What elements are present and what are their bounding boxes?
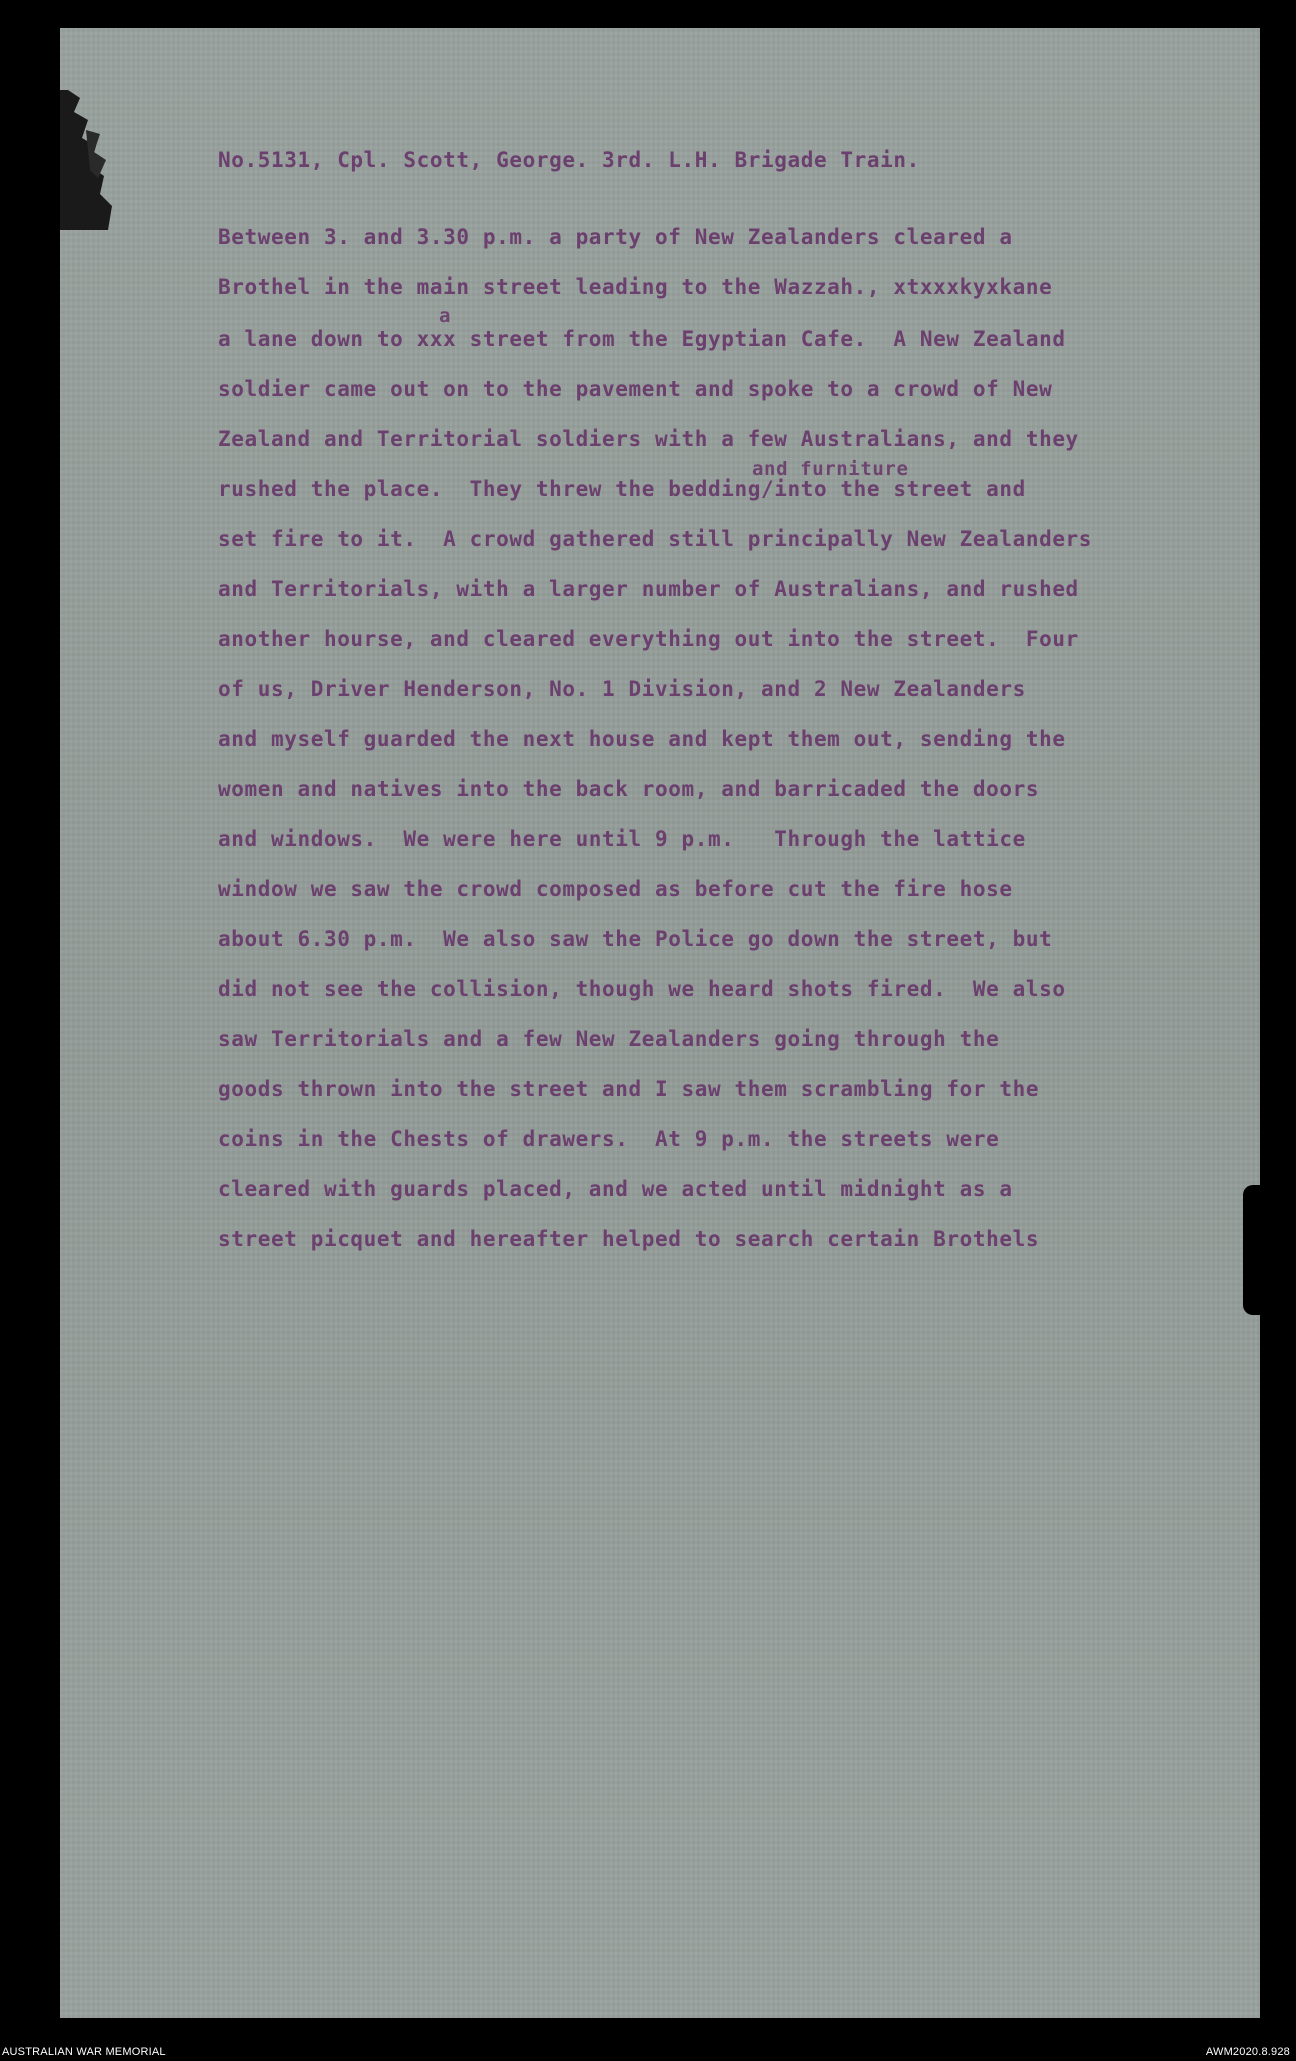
text-line: of us, Driver Henderson, No. 1 Division, and 2 New Zealanders <box>218 677 1026 701</box>
text-line: soldier came out on to the pavement and spoke to a crowd of New <box>218 377 1053 401</box>
text-line: Zealand and Territorial soldiers with a few Australians, and they <box>218 427 1079 451</box>
torn-edge <box>60 90 150 230</box>
text-line: and Territorials, with a larger number of Australians, and rushed <box>218 577 1079 601</box>
text-line: coins in the Chests of drawers. At 9 p.m. the streets were <box>218 1127 1000 1151</box>
text-line: Brothel in the main street leading to the Wazzah., xtxxxkyxkane <box>218 275 1053 299</box>
text-line: another hourse, and cleared everything out into the street. Four <box>218 627 1079 651</box>
text-line: window we saw the crowd composed as before cut the fire hose <box>218 877 1013 901</box>
text-line: street picquet and hereafter helped to search certain Brothels <box>218 1227 1040 1251</box>
text-line: rushed the place. They threw the bedding/into the street and <box>218 477 1026 501</box>
text-line: a lane down to xxx street from the Egyptian Cafe. A New Zealand <box>218 327 1066 351</box>
text-line: cleared with guards placed, and we acted until midnight as a <box>218 1177 1013 1201</box>
text-line: women and natives into the back room, and barricaded the doors <box>218 777 1040 801</box>
text-line: did not see the collision, though we heard shots fired. We also <box>218 977 1066 1001</box>
edge-damage <box>1243 1185 1263 1315</box>
archive-credit: AUSTRALIAN WAR MEMORIAL <box>2 2046 166 2058</box>
text-line: set fire to it. A crowd gathered still principally New Zealanders <box>218 527 1093 551</box>
archive-reference: AWM2020.8.928 <box>1205 2046 1290 2058</box>
text-line: and windows. We were here until 9 p.m. Through the lattice <box>218 827 1026 851</box>
text-line: and myself guarded the next house and kept them out, sending the <box>218 727 1066 751</box>
insertion-a: a <box>439 305 452 327</box>
text-line: goods thrown into the street and I saw them scrambling for the <box>218 1077 1040 1101</box>
text-line: about 6.30 p.m. We also saw the Police go down the street, but <box>218 927 1053 951</box>
text-line: Between 3. and 3.30 p.m. a party of New Zealanders cleared a <box>218 225 1013 249</box>
report-heading: No.5131, Cpl. Scott, George. 3rd. L.H. Brigade Train. <box>218 148 920 172</box>
text-line: saw Territorials and a few New Zealanders going through the <box>218 1027 1000 1051</box>
insertion-and-furniture: and furniture <box>752 458 909 480</box>
